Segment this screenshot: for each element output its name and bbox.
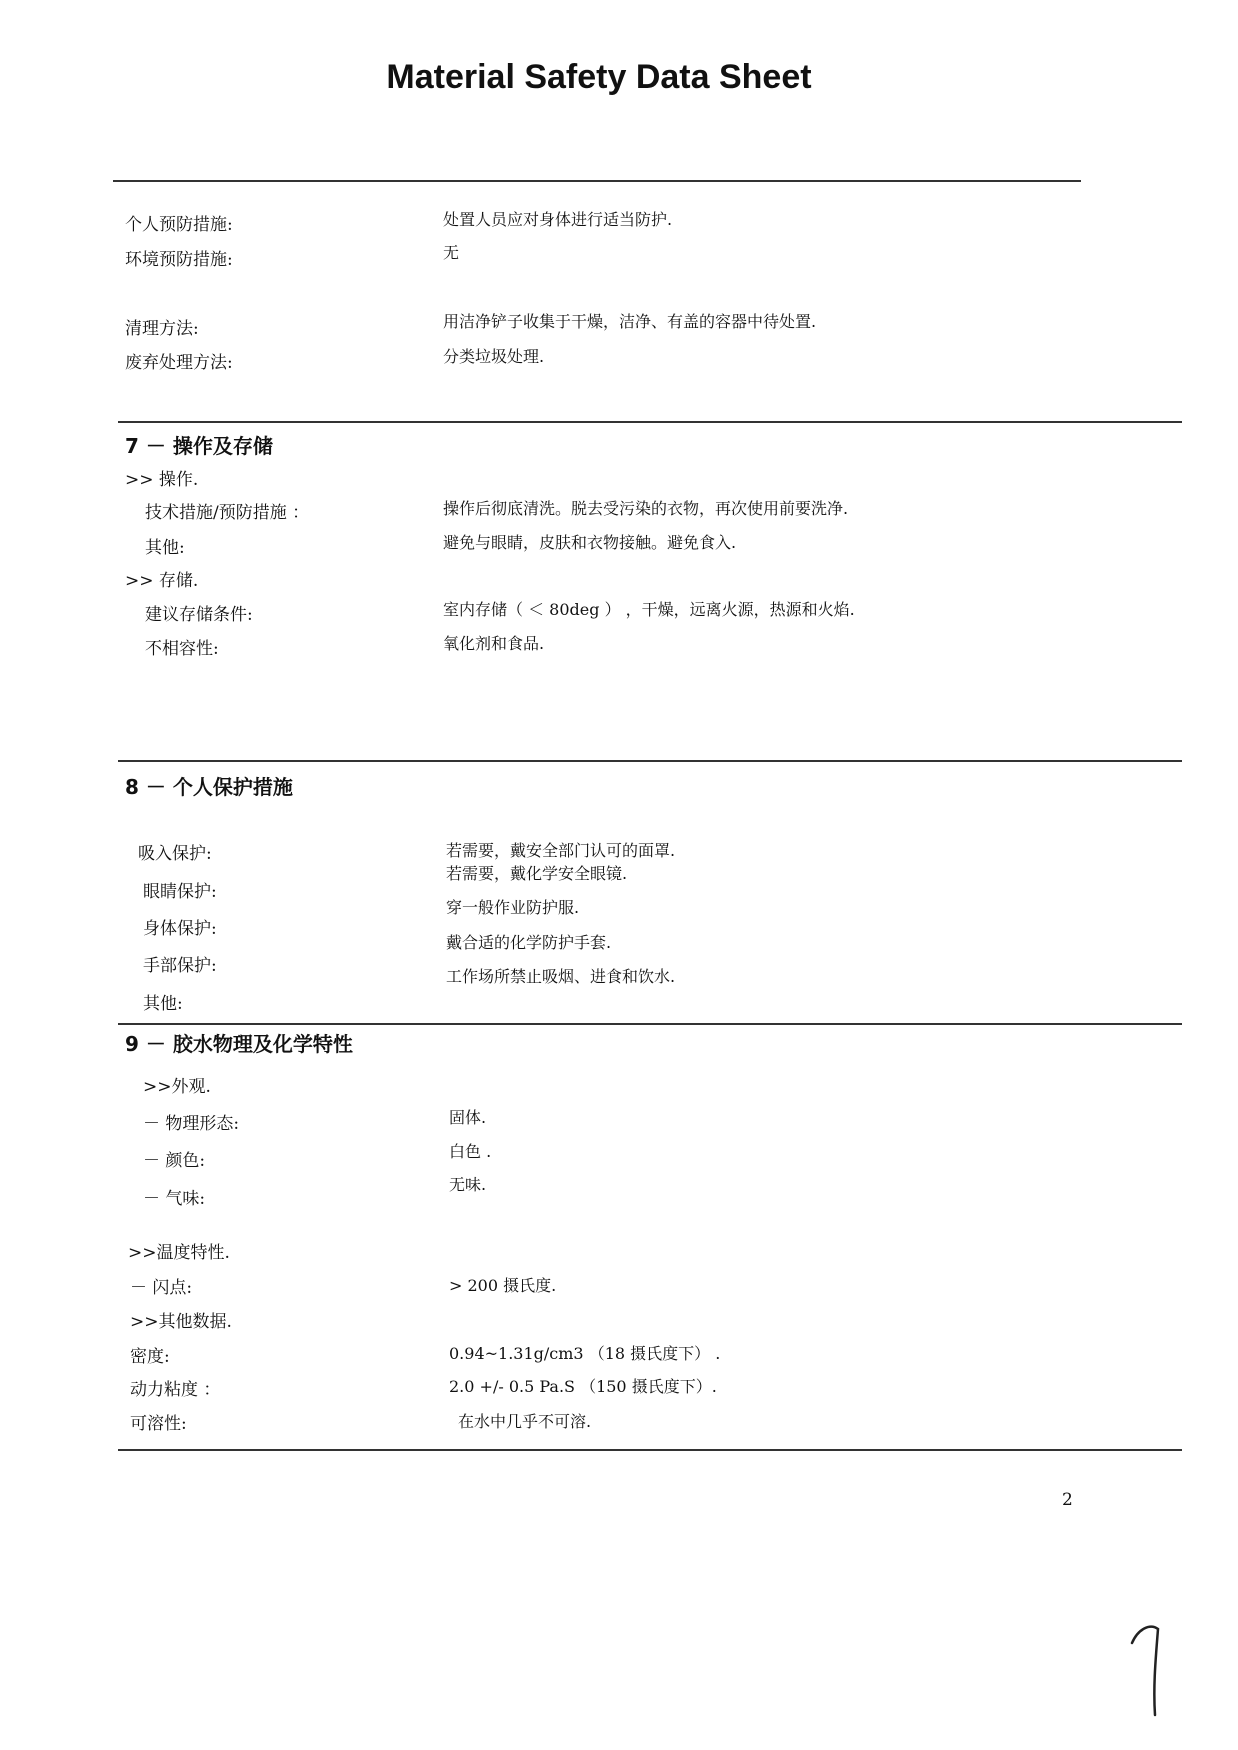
personal-precautions-label: 个人预防措施: — [125, 215, 233, 235]
viscosity-label: 动力粘度 ： — [130, 1380, 221, 1400]
section9-rule — [118, 1023, 1182, 1025]
page-number: 2 — [1062, 1490, 1073, 1510]
body-protection-label: 身体保护: — [143, 919, 217, 939]
section8-title: 8 － 个人保护措施 — [125, 775, 293, 799]
physical-state-label: － 物理形态: — [143, 1114, 240, 1134]
handling-label: >> 操作. — [125, 470, 199, 490]
storage-label: >> 存储. — [125, 571, 199, 591]
storage-conditions-value: 室内存储（ ＜ 80deg ） ，干燥，远离火源，热源和火焰. — [443, 600, 855, 619]
environmental-precautions-value: 无 — [443, 243, 460, 262]
cleanup-method-label: 清理方法: — [125, 319, 199, 339]
physical-state-value: 固体. — [449, 1108, 487, 1127]
appearance-label: >>外观. — [143, 1077, 211, 1097]
protection-other-label: 其他: — [143, 994, 183, 1014]
color-value: 白色 . — [449, 1142, 492, 1161]
hand-protection-label: 手部保护: — [143, 956, 217, 976]
section7-rule — [118, 421, 1182, 423]
eye-protection-value: 若需要，戴化学安全眼镜. — [446, 864, 628, 883]
handling-other-label: 其他: — [145, 538, 185, 558]
section7-title: 7 － 操作及存储 — [125, 434, 273, 458]
odor-value: 无味. — [449, 1175, 487, 1194]
storage-conditions-label: 建议存储条件: — [145, 605, 253, 625]
temperature-label: >>温度特性. — [128, 1243, 230, 1263]
respiratory-protection-value: 若需要，戴安全部门认可的面罩. — [446, 841, 676, 860]
other-data-label: >>其他数据. — [130, 1312, 232, 1332]
section8-rule — [118, 760, 1182, 762]
solubility-label: 可溶性: — [130, 1414, 187, 1434]
title-rule — [113, 180, 1081, 182]
protection-other-value: 工作场所禁止吸烟、进食和饮水. — [446, 967, 676, 986]
density-label: 密度: — [130, 1347, 170, 1367]
solubility-value: 在水中几乎不可溶. — [458, 1412, 592, 1431]
document-title: Material Safety Data Sheet — [386, 58, 812, 96]
disposal-method-value: 分类垃圾处理. — [443, 347, 545, 366]
body-protection-value: 穿一般作业防护服. — [446, 898, 580, 917]
section9-title: 9 － 胶水物理及化学特性 — [125, 1032, 353, 1056]
odor-label: － 气味: — [143, 1189, 206, 1209]
density-value: 0.94~1.31g/cm3 （18 摄氏度下） . — [449, 1344, 721, 1363]
personal-precautions-value: 处置人员应对身体进行适当防护. — [443, 210, 673, 229]
cleanup-method-value: 用洁净铲子收集于干燥，洁净、有盖的容器中待处置. — [443, 312, 817, 331]
respiratory-protection-label: 吸入保护: — [138, 844, 212, 864]
incompatibility-label: 不相容性: — [145, 639, 219, 659]
section9-bottom-rule — [118, 1449, 1182, 1451]
flash-point-label: － 闪点: — [130, 1278, 193, 1298]
flash-point-value: > 200 摄氏度. — [449, 1276, 557, 1295]
environmental-precautions-label: 环境预防措施: — [125, 250, 233, 270]
incompatibility-value: 氧化剂和食品. — [443, 634, 545, 653]
hand-protection-value: 戴合适的化学防护手套. — [446, 933, 612, 952]
viscosity-value: 2.0 +/- 0.5 Pa.S （150 摄氏度下）. — [449, 1377, 717, 1396]
disposal-method-label: 废弃处理方法: — [125, 353, 233, 373]
handwritten-mark-icon — [1120, 1615, 1180, 1725]
handling-other-value: 避免与眼睛，皮肤和衣物接触。避免食入. — [443, 533, 737, 552]
technical-measures-label: 技术措施/预防措施 ： — [145, 503, 310, 523]
eye-protection-label: 眼睛保护: — [143, 882, 217, 902]
color-label: － 颜色: — [143, 1151, 206, 1171]
technical-measures-value: 操作后彻底清洗。脱去受污染的衣物，再次使用前要洗净. — [443, 499, 849, 518]
